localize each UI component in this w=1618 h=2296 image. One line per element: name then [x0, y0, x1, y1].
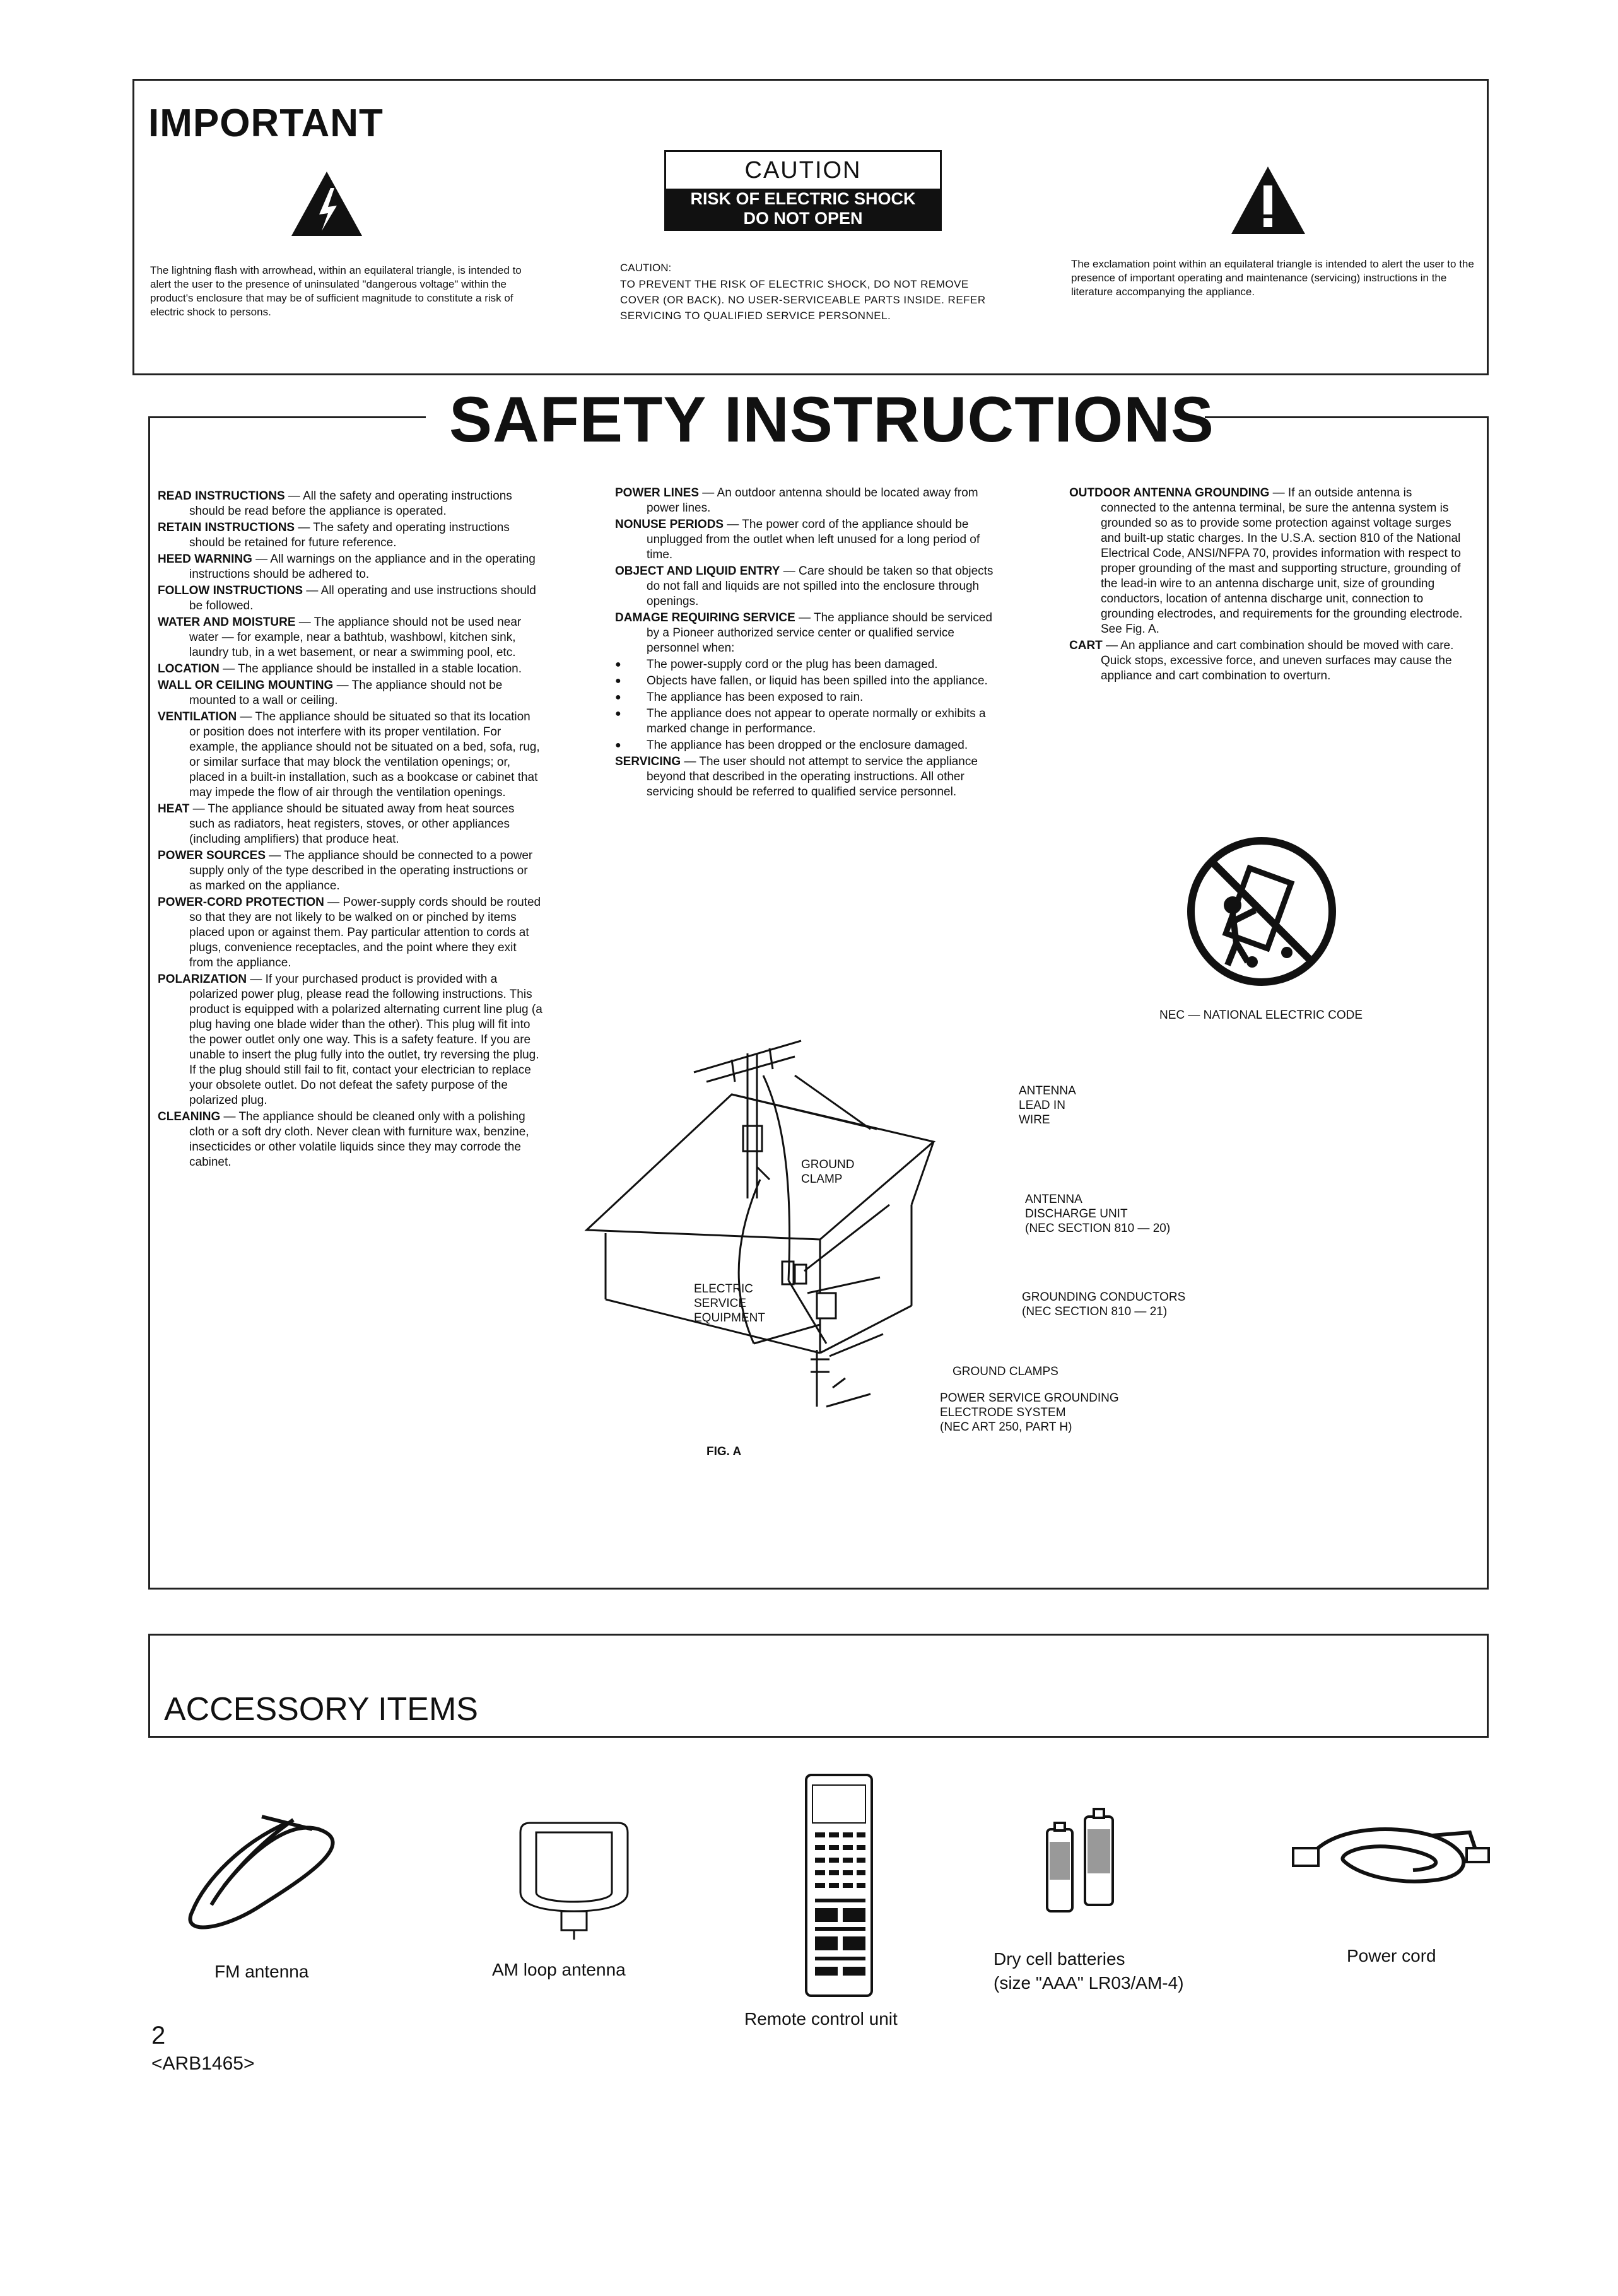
diagram-label-electric-service: ELECTRIC SERVICE EQUIPMENT: [694, 1282, 765, 1325]
safety-entry-label: CART: [1069, 639, 1103, 652]
diagram-label-discharge-unit: ANTENNA DISCHARGE UNIT (NEC SECTION 810 — 20): [1025, 1193, 1171, 1235]
safety-column-2: [615, 486, 997, 801]
safety-entry: [615, 486, 997, 516]
damage-condition-item: ● The power-supply cord or the plug has been damaged.: [615, 657, 997, 672]
safety-entry: [158, 802, 542, 847]
safety-entry: [158, 520, 542, 551]
safety-entry-label: HEAT: [158, 802, 190, 816]
document-code: <ARB1465>: [151, 2053, 255, 2074]
cart-overturn-warning-icon: [1186, 836, 1337, 987]
safety-entry: [158, 1110, 542, 1170]
safety-entry-label: HEED WARNING: [158, 553, 252, 566]
dry-cell-batteries-image: [1035, 1804, 1129, 1918]
accessory-title: ACCESSORY ITEMS: [164, 1691, 478, 1728]
fm-antenna-image: [167, 1804, 375, 1943]
safety-entry: [158, 583, 542, 614]
safety-entry-label: POLARIZATION: [158, 973, 247, 986]
power-cord-image: [1287, 1804, 1495, 1911]
important-title: IMPORTANT: [148, 102, 384, 145]
important-box: [132, 79, 1489, 375]
figure-label: FIG. A: [706, 1445, 742, 1458]
safety-entry-text: — An appliance and cart combination should be moved with care. Quick stops, excessive force, and uneven surfaces may cause the appliance and cart combination to overturn.: [1101, 639, 1454, 682]
safety-entry-label: RETAIN INSTRUCTIONS: [158, 521, 295, 534]
fm-antenna-caption: FM antenna: [214, 1962, 309, 1981]
exclamation-description: The exclamation point within an equilateral triangle is intended to alert the user to the presence of important operating and maintenance (servicing) instructions in the literature accompanying the appliance.: [1071, 258, 1474, 298]
safety-entry-text: — All warnings on the appliance and in the operating instructions should be adhered to.: [189, 553, 536, 581]
safety-entry: [158, 972, 542, 1108]
safety-entry-label: READ INSTRUCTIONS: [158, 489, 285, 503]
am-loop-antenna-image: [511, 1810, 637, 1943]
safety-entry: [158, 848, 542, 894]
caution-description: TO PREVENT THE RISK OF ELECTRIC SHOCK, DO NOT REMOVE COVER (OR BACK). NO USER-SERVICEABLE PARTS INSIDE. REFER SERVICING TO QUALIFIED SERVICE PERSONNEL.: [620, 278, 986, 322]
safety-entry-label: FOLLOW INSTRUCTIONS: [158, 584, 303, 597]
caution-label-line2: DO NOT OPEN: [743, 209, 863, 228]
safety-column-3: [1069, 486, 1467, 685]
safety-entry-text: — The power cord of the appliance should be unplugged from the outlet when left unused for a long period of time.: [647, 518, 980, 561]
diagram-label-antenna-lead: ANTENNA LEAD IN WIRE: [1019, 1084, 1076, 1127]
safety-entry-label: WALL OR CEILING MOUNTING: [158, 679, 334, 692]
safety-entry: [615, 611, 997, 656]
safety-entry-text: — All the safety and operating instructions should be read before the appliance is operated.: [189, 489, 512, 518]
am-loop-antenna-caption: AM loop antenna: [492, 1960, 626, 1979]
safety-entry-text: — The user should not attempt to service the appliance beyond that described in the operating instructions. All other servicing should be referred to qualified service personnel.: [647, 755, 978, 799]
caution-label-box: [664, 150, 942, 231]
nec-caption: NEC — NATIONAL ELECTRIC CODE: [1159, 1009, 1363, 1022]
damage-condition-item: ● The appliance does not appear to operate normally or exhibits a marked change in performance.: [615, 706, 997, 737]
power-cord-caption: Power cord: [1347, 1946, 1436, 1965]
safety-entry: [158, 895, 542, 971]
safety-entry: [158, 710, 542, 800]
damage-condition-item: ● The appliance has been dropped or the enclosure damaged.: [615, 738, 997, 753]
safety-entry-text: — If your purchased product is provided with a polarized power plug, please read the following instructions. This product is equipped with a polarized alternating current line plug (a plug having one blade wider than the other). This plug will fit into the power outlet only one way. This is a safety feature. If you are unable to insert the plug fully into the outlet, try reversing the plug. If the plug should still fail to fit, contact your electrician to replace your obsolete outlet. Do not defeat the safety purpose of the polarized plug.: [189, 973, 542, 1107]
safety-column-1: [158, 489, 542, 1171]
safety-entry-text: — An outdoor antenna should be located away from power lines.: [647, 486, 978, 515]
safety-entry: [158, 678, 542, 708]
safety-entry-label: WATER AND MOISTURE: [158, 616, 296, 629]
safety-entry-text: — The appliance should be situated so that its location or position does not interfere with its proper ventilation. For example, the appliance should not be situated on a bed, sofa, rug, or similar surface that may block the ventilation openings; or, placed in a built-in installation, such as a bookcase or cabinet that may impede the flow of air through the ventilation openings.: [189, 710, 540, 799]
safety-entry-text: — The appliance should not be mounted to a wall or ceiling.: [189, 679, 503, 707]
safety-entry-label: POWER LINES: [615, 486, 700, 500]
safety-entry-label: DAMAGE REQUIRING SERVICE: [615, 611, 795, 624]
caution-label-warning: [666, 189, 940, 229]
safety-entry-label: POWER SOURCES: [158, 849, 266, 862]
safety-entry-text: — If an outside antenna is connected to the antenna terminal, be sure the antenna system is grounded so as to provide some protection against voltage surges and built-up static charges. In the U.S.A. section 810 of the National Electrical Code, ANSI/NFPA 70, provides information with respect to proper grounding of the mast and supporting structure, grounding of the lead-in wire to an antenna discharge unit, size of grounding conductors, location of antenna discharge unit, connection to grounding electrodes, and requirements for the grounding electrode. See Fig. A.: [1101, 486, 1463, 636]
safety-entry-text: — The appliance should be serviced by a Pioneer authorized service center or qualified service personnel when:: [647, 611, 993, 655]
caution-label-title: CAUTION: [744, 157, 862, 184]
diagram-label-power-service: POWER SERVICE GROUNDING ELECTRODE SYSTEM (NEC ART 250, PART H): [940, 1391, 1119, 1434]
safety-entry-text: — Power-supply cords should be routed so that they are not likely to be walked on or pinched by items placed upon or against them. Pay particular attention to cords at plugs, convenience receptacles, and the point where they exit from the appliance.: [189, 896, 541, 969]
safety-entry: [158, 662, 542, 677]
safety-entry-text: — Care should be taken so that objects do not fall and liquids are not spilled into the enclosure through openings.: [647, 565, 994, 608]
safety-title: SAFETY INSTRUCTIONS: [449, 384, 1214, 455]
remote-control-image: [801, 1772, 877, 2000]
lightning-description: The lightning flash with arrowhead, within an equilateral triangle, is intended to alert the user to the presence of uninsulated "dangerous voltage" within the product's enclosure that may be of sufficient magnitude to constitute a risk of electric shock to persons.: [150, 264, 522, 318]
diagram-label-ground-clamps: GROUND CLAMPS: [953, 1365, 1058, 1378]
batteries-caption-line1: Dry cell batteries: [994, 1949, 1125, 1969]
diagram-label-grounding-conductors: GROUNDING CONDUCTORS (NEC SECTION 810 — 21): [1022, 1291, 1186, 1318]
safety-entry-label: LOCATION: [158, 662, 220, 676]
caution-heading: CAUTION:: [620, 262, 672, 274]
safety-entry-label: OUTDOOR ANTENNA GROUNDING: [1069, 486, 1270, 500]
safety-top-rule-right: [1205, 416, 1489, 418]
safety-entry-label: SERVICING: [615, 755, 681, 768]
safety-entry: [615, 517, 997, 563]
page-number: 2: [151, 2022, 166, 2049]
remote-control-caption: Remote control unit: [744, 2009, 898, 2029]
safety-entry: [1069, 638, 1467, 684]
safety-entry: [615, 754, 997, 800]
safety-entry-text: — The appliance should be installed in a stable location.: [219, 662, 522, 676]
lightning-warning-icon: [289, 169, 365, 238]
safety-entry: [158, 489, 542, 519]
safety-entry-text: — All operating and use instructions should be followed.: [189, 584, 536, 612]
damage-condition-item: ● Objects have fallen, or liquid has been spilled into the appliance.: [615, 674, 997, 689]
safety-entry-text: — The appliance should not be used near water — for example, near a bathtub, washbowl, kitchen sink, laundry tub, in a wet basement, or near a swimming pool, etc.: [189, 616, 522, 659]
exclamation-warning-icon: [1229, 164, 1308, 237]
safety-entry-label: OBJECT AND LIQUID ENTRY: [615, 565, 780, 578]
safety-entry-text: — The safety and operating instructions should be retained for future reference.: [189, 521, 510, 549]
safety-entry-text: — The appliance should be cleaned only with a polishing cloth or a soft dry cloth. Never clean with furniture wax, benzine, insecticides or other volatile liquids since they may corrode the cabinet.: [189, 1110, 529, 1169]
safety-entry-text: — The appliance should be situated away from heat sources such as radiators, heat registers, stoves, or other appliances (including amplifiers) that produce heat.: [189, 802, 515, 846]
safety-entry: [1069, 486, 1467, 637]
safety-entry: [158, 552, 542, 582]
safety-top-rule-left: [148, 416, 426, 418]
caution-label-line1: RISK OF ELECTRIC SHOCK: [690, 189, 916, 208]
safety-entry-label: VENTILATION: [158, 710, 237, 723]
batteries-caption-line2: (size "AAA" LR03/AM-4): [994, 1973, 1184, 1993]
safety-entry: [615, 564, 997, 609]
safety-entry-label: NONUSE PERIODS: [615, 518, 724, 531]
damage-condition-item: ● The appliance has been exposed to rain.: [615, 690, 997, 705]
safety-entry-label: CLEANING: [158, 1110, 221, 1123]
diagram-label-ground-clamp: GROUND CLAMP: [801, 1158, 855, 1186]
safety-entry-text: — The appliance should be connected to a power supply only of the type described in the operating instructions or as marked on the appliance.: [189, 849, 533, 893]
safety-entry: [158, 615, 542, 660]
safety-entry-label: POWER-CORD PROTECTION: [158, 896, 324, 909]
